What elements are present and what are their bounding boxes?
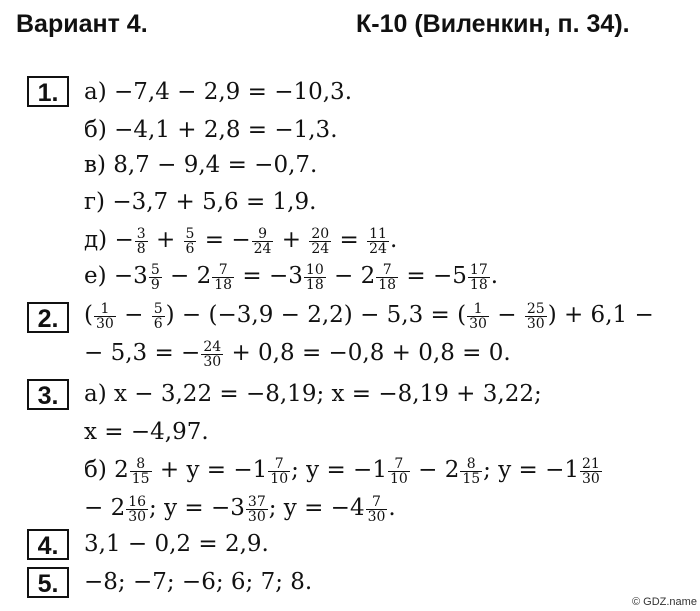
task1-v: в) 8,7 − 9,4 = −0,7. — [84, 152, 318, 178]
task-number-4: 4. — [27, 529, 69, 560]
test-title: К-10 (Виленкин, п. 34). — [356, 10, 630, 38]
variant-title: Вариант 4. — [16, 10, 148, 38]
task1-b: б) −4,1 + 2,8 = −1,3. — [84, 117, 338, 143]
task1-g: г) −3,7 + 5,6 = 1,9. — [84, 189, 317, 215]
task1-e: е) −3 $\frac{5}{9}$ − 2 $\frac{7}{18}$ = −3 $\frac{10}{18}$ − 2 $\frac{7}{18}$ = −5 $\frac{17}{18}$ . — [84, 261, 499, 293]
fraction: $\frac{9}{24}$ — [253, 225, 272, 257]
fraction: $\frac{11}{24}$ — [369, 225, 387, 257]
task-number-2: 2. — [27, 302, 69, 333]
fraction: $\frac{5}{6}$ — [185, 225, 195, 257]
task5-answer: −8; −7; −6; 6; 7; 8. — [84, 569, 313, 595]
task-number-3: 3. — [27, 379, 69, 410]
task2-line2: − 5,3 = − $\frac{24}{30}$ + 0,8 = −0,8 + 0,8 = 0. — [84, 338, 511, 370]
task3-b: б) 2 $\frac{8}{15}$ + y = −1 $\frac{7}{10}$ ; y = −1 $\frac{7}{10}$ − 2 $\frac{8}{15}$ ; y = −1 $\frac{21}{30}$ — [84, 455, 600, 487]
task3-a-answer: x = −4,97. — [84, 419, 209, 445]
task3-b-cont: − 2 $\frac{16}{30}$ ; y = −3 $\frac{37}{30}$ ; y = −4 $\frac{7}{30}$ . — [84, 493, 396, 525]
fraction: $\frac{3}{8}$ — [136, 225, 146, 257]
task1-a: а) −7,4 − 2,9 = −10,3. — [84, 79, 353, 105]
task-number-1: 1. — [27, 76, 69, 107]
task2-line1: ( $\frac{1}{30}$ − $\frac{5}{6}$ ) − (−3,9 − 2,2) − 5,3 = ( $\frac{1}{30}$ − $\frac{25}{30}$ ) + 6,1 − — [84, 300, 654, 332]
task-number-5: 5. — [27, 567, 69, 598]
task1-d: д) − $\frac{3}{8}$ + $\frac{5}{6}$ = − $\frac{9}{24}$ + $\frac{20}{24}$ = $\frac{11}{24}$ . — [84, 225, 398, 257]
task3-a: а) x − 3,22 = −8,19; x = −8,19 + 3,22; — [84, 381, 542, 407]
fraction: $\frac{20}{24}$ — [311, 225, 330, 257]
watermark: © GDZ.name — [632, 596, 697, 608]
task4-answer: 3,1 − 0,2 = 2,9. — [84, 531, 269, 557]
